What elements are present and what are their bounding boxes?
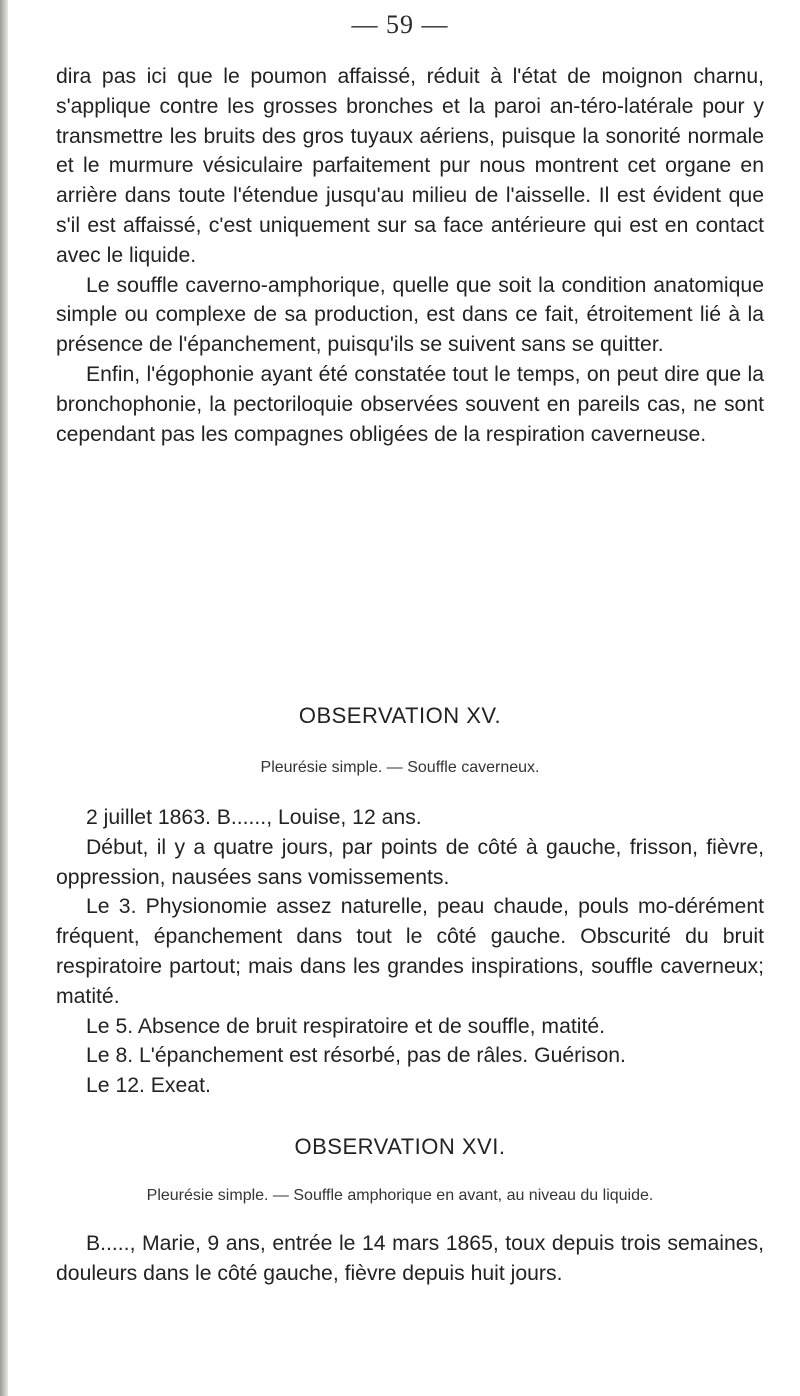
paragraph: Le souffle caverno-amphorique, quelle que soit la condition anatomique simple ou complexe de sa production, est dans ce fait, étroitement lié à la présence de l'épanchement, puisqu'ils se suivent sans se quitter.: [56, 273, 764, 357]
observation-xvi-subtitle: Pleurésie simple. — Souffle amphorique en avant, au niveau du liquide.: [146, 1187, 654, 1204]
paragraph: Le 5. Absence de bruit respiratoire et de souffle, matité.: [86, 1014, 606, 1038]
observation-xv-title: OBSERVATION XV.: [298, 703, 502, 728]
paragraph: Le 8. L'épanchement est résorbé, pas de râles. Guérison.: [86, 1044, 626, 1068]
paragraph: 2 juillet 1863. B......, Louise, 12 ans.: [86, 806, 422, 829]
paragraph: Le 12. Exeat.: [86, 1074, 211, 1098]
observation-xvi-title: OBSERVATION XVI.: [294, 1134, 506, 1159]
observation-xv-subtitle: Pleurésie simple. — Souffle caverneux.: [260, 759, 540, 776]
paragraph: Enfin, l'égophonie ayant été constatée tout le temps, on peut dire que la bronchophonie, la pectoriloquie observées souvent en pareils cas, ne sont cependant pas les compagnes obligées de la respiration caverneuse.: [56, 362, 764, 446]
observation-xvi-text: [56, 1229, 764, 1289]
page-number: — 59 —: [351, 10, 449, 39]
paragraph: Début, il y a quatre jours, par points de côté à gauche, frisson, fièvre, oppression, nausées sans vomissements.: [56, 835, 764, 889]
main-text: [56, 62, 764, 449]
observation-xv-text: [56, 803, 764, 1101]
paragraph: B....., Marie, 9 ans, entrée le 14 mars 1865, toux depuis trois semaines, douleurs dans le côté gauche, fièvre depuis huit jours.: [56, 1232, 764, 1285]
paragraph: Le 3. Physionomie assez naturelle, peau chaude, pouls mo-dérément fréquent, épanchement dans tout le côté gauche. Obscurité du bruit respiratoire partout; mais dans les grandes inspirations, souffle caverneux; matité.: [56, 895, 764, 1008]
paragraph: dira pas ici que le poumon affaissé, réduit à l'état de moignon charnu, s'applique contre les grosses bronches et la paroi an-téro-latérale pour y transmettre les bruits des gros tuyaux aériens, puisque la sonorité normale et le murmure vésiculaire parfaitement pur nous montrent cet organe en arrière dans toute l'étendue jusqu'au milieu de l'aisselle. Il est évident que s'il est affaissé, c'est uniquement sur sa face antérieure qui est en contact avec le liquide.: [56, 65, 764, 267]
